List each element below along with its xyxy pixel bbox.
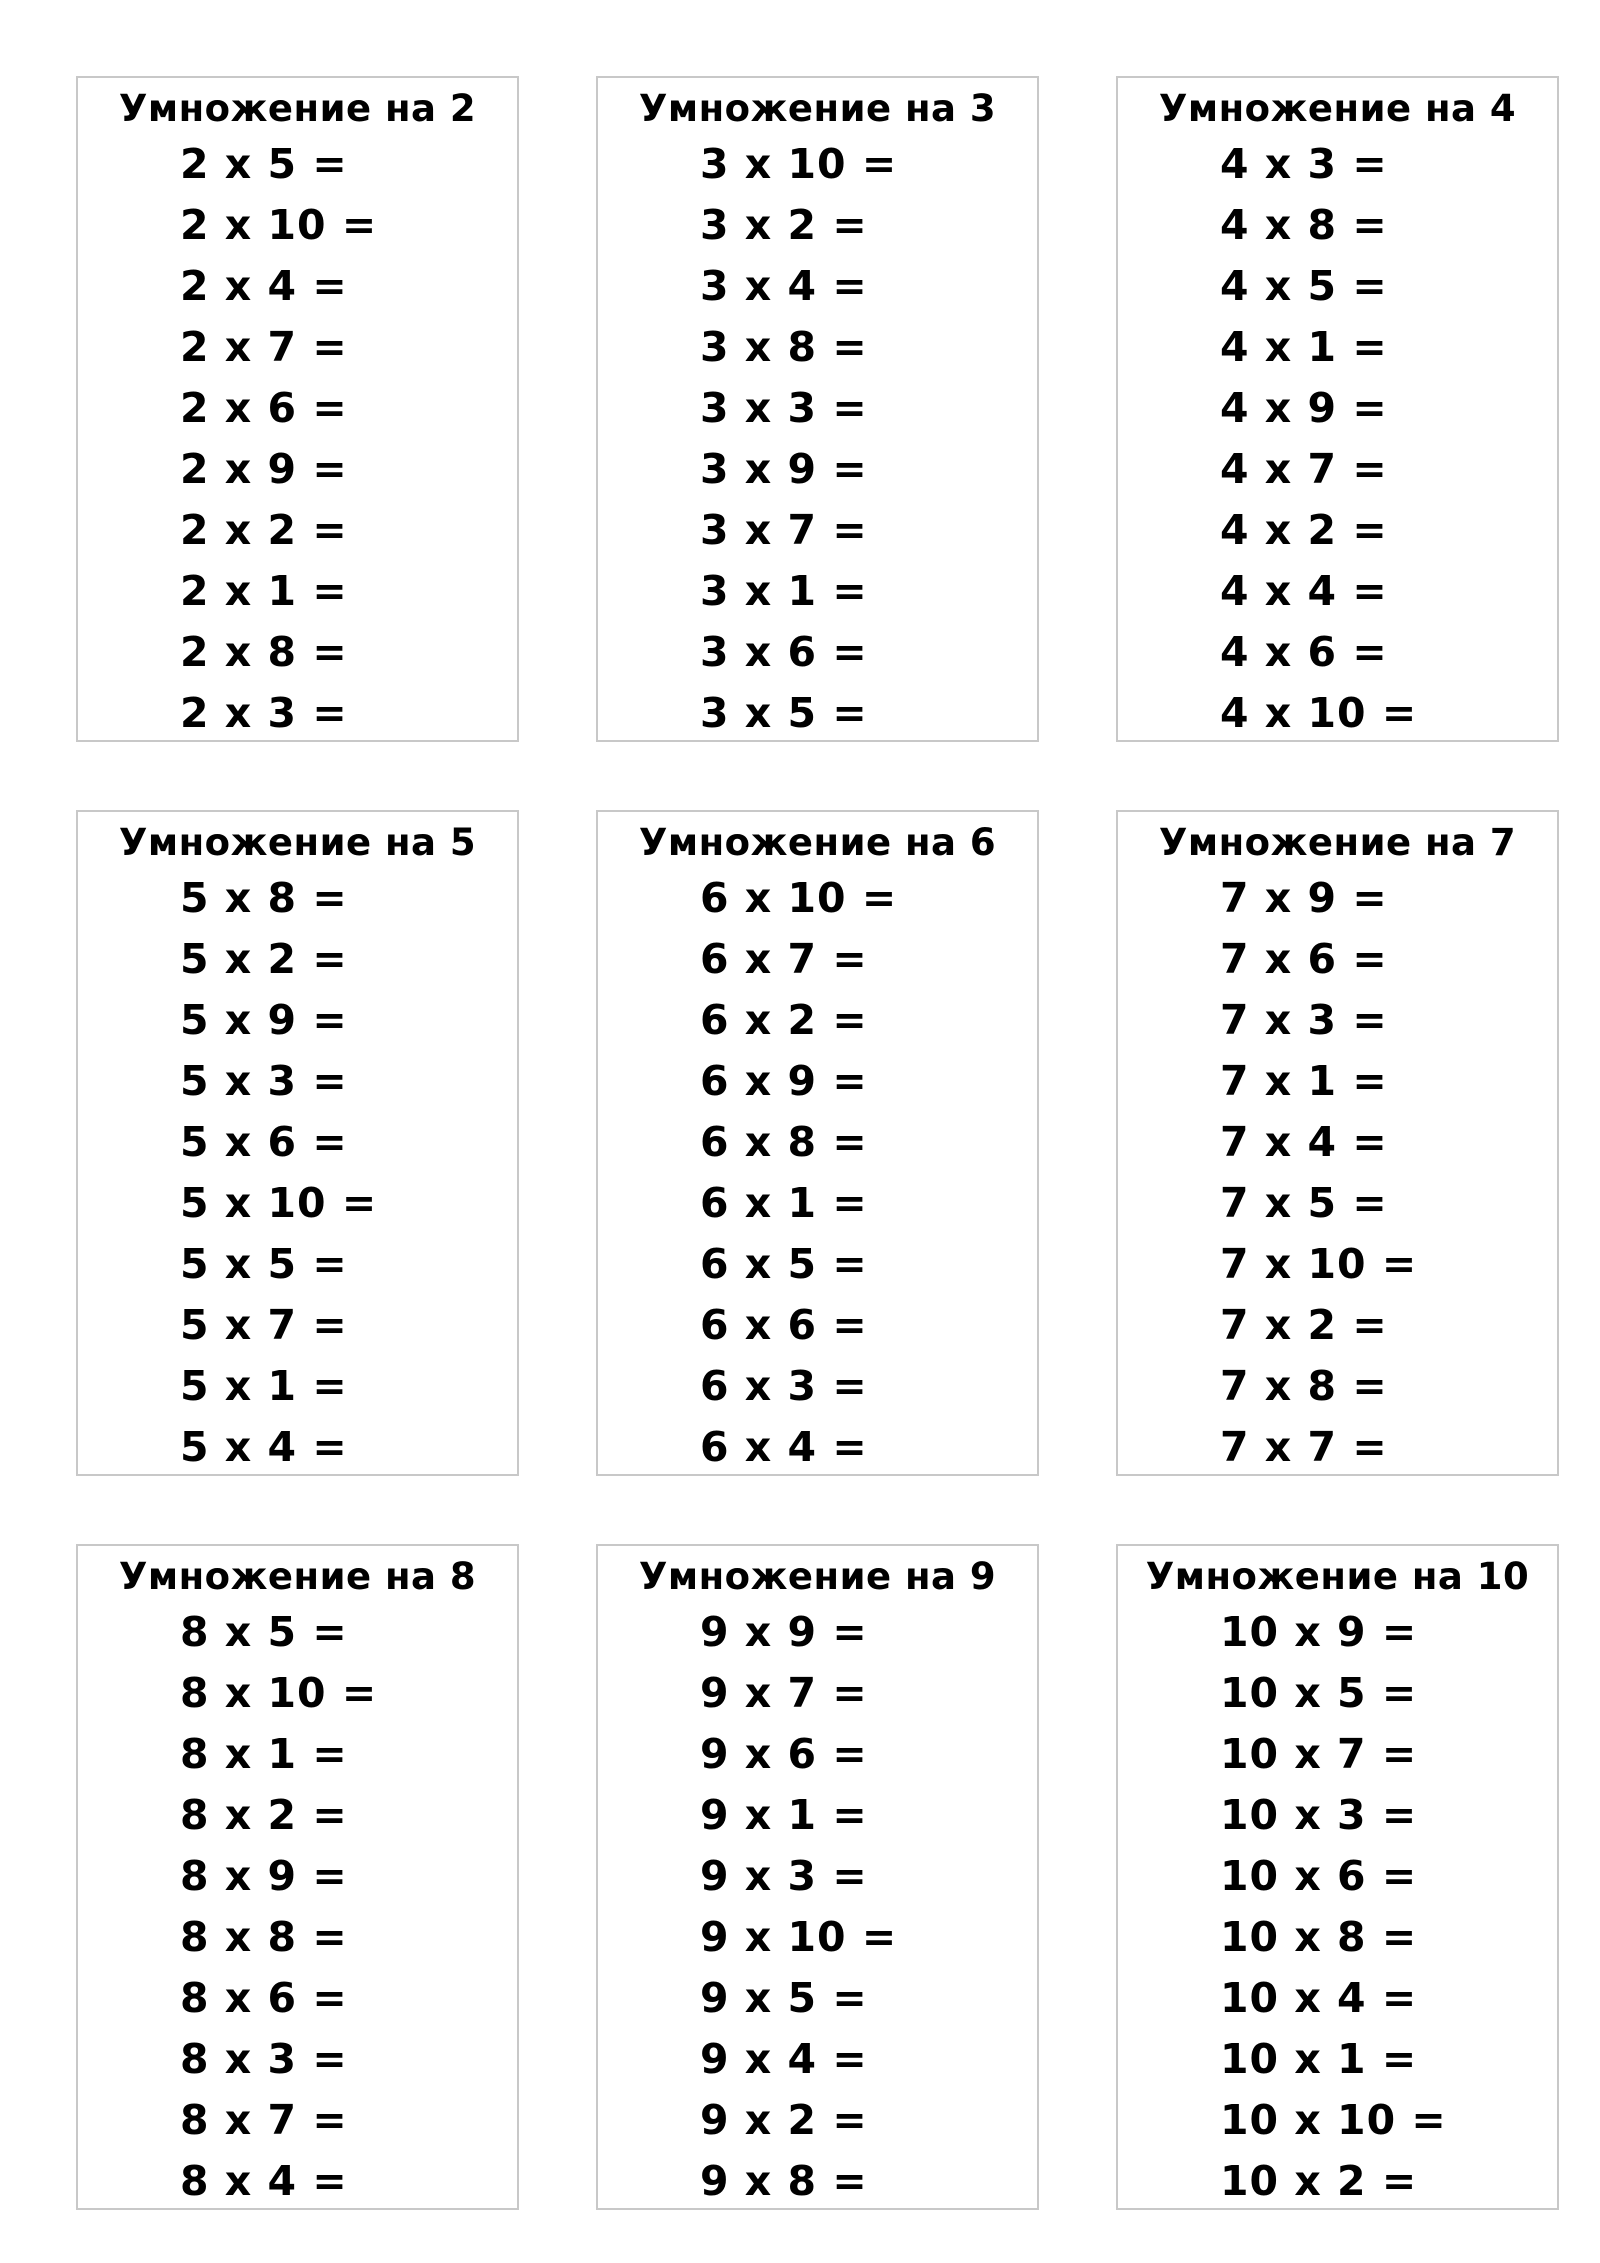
multiplication-problem: 7 x 3 = [1220, 996, 1388, 1044]
multiplication-problem: 6 x 1 = [700, 1179, 868, 1227]
multiplication-problem: 9 x 9 = [700, 1608, 868, 1656]
multiplication-problem: 4 x 4 = [1220, 567, 1388, 615]
multiplication-problem: 2 x 3 = [180, 689, 348, 737]
multiplication-problem: 2 x 8 = [180, 628, 348, 676]
multiplication-problem: 5 x 7 = [180, 1301, 348, 1349]
multiplication-problem: 8 x 7 = [180, 2096, 348, 2144]
multiplication-problem: 10 x 3 = [1220, 1791, 1418, 1839]
multiplication-problem: 4 x 3 = [1220, 140, 1388, 188]
multiplication-problem: 2 x 5 = [180, 140, 348, 188]
multiplication-problem: 8 x 9 = [180, 1852, 348, 1900]
multiplication-problem: 3 x 7 = [700, 506, 868, 554]
multiplication-problem: 6 x 5 = [700, 1240, 868, 1288]
multiplication-problem: 9 x 6 = [700, 1730, 868, 1778]
card-title: Умножение на 2 [118, 87, 477, 130]
multiplication-problem: 3 x 3 = [700, 384, 868, 432]
multiplication-problem: 6 x 7 = [700, 935, 868, 983]
multiplication-problem: 3 x 2 = [700, 201, 868, 249]
multiplication-problem: 9 x 5 = [700, 1974, 868, 2022]
multiplication-problem: 10 x 8 = [1220, 1913, 1418, 1961]
multiplication-problem: 8 x 3 = [180, 2035, 348, 2083]
multiplication-problem: 9 x 8 = [700, 2157, 868, 2205]
multiplication-problem: 3 x 5 = [700, 689, 868, 737]
multiplication-problem: 5 x 9 = [180, 996, 348, 1044]
multiplication-problem: 5 x 5 = [180, 1240, 348, 1288]
multiplication-problem: 6 x 8 = [700, 1118, 868, 1166]
multiplication-problem: 3 x 1 = [700, 567, 868, 615]
card-title: Умножение на 6 [638, 821, 997, 864]
multiplication-problem: 10 x 6 = [1220, 1852, 1418, 1900]
multiplication-problem: 6 x 4 = [700, 1423, 868, 1471]
multiplication-problem: 9 x 1 = [700, 1791, 868, 1839]
multiplication-problem: 9 x 10 = [700, 1913, 898, 1961]
multiplication-problem: 9 x 2 = [700, 2096, 868, 2144]
multiplication-problem: 6 x 3 = [700, 1362, 868, 1410]
multiplication-problem: 5 x 1 = [180, 1362, 348, 1410]
multiplication-problem: 6 x 6 = [700, 1301, 868, 1349]
multiplication-problem: 8 x 1 = [180, 1730, 348, 1778]
multiplication-problem: 2 x 4 = [180, 262, 348, 310]
multiplication-problem: 3 x 4 = [700, 262, 868, 310]
multiplication-card [596, 1544, 1039, 2210]
multiplication-problem: 7 x 5 = [1220, 1179, 1388, 1227]
multiplication-card [76, 810, 519, 1476]
multiplication-problem: 7 x 2 = [1220, 1301, 1388, 1349]
multiplication-problem: 2 x 1 = [180, 567, 348, 615]
multiplication-problem: 3 x 8 = [700, 323, 868, 371]
card-title: Умножение на 5 [118, 821, 477, 864]
card-title: Умножение на 9 [638, 1555, 997, 1598]
multiplication-card [1116, 76, 1559, 742]
multiplication-problem: 2 x 10 = [180, 201, 378, 249]
multiplication-problem: 3 x 9 = [700, 445, 868, 493]
multiplication-problem: 9 x 3 = [700, 1852, 868, 1900]
multiplication-problem: 3 x 6 = [700, 628, 868, 676]
multiplication-problem: 10 x 7 = [1220, 1730, 1418, 1778]
multiplication-problem: 4 x 8 = [1220, 201, 1388, 249]
multiplication-problem: 4 x 2 = [1220, 506, 1388, 554]
multiplication-problem: 5 x 3 = [180, 1057, 348, 1105]
multiplication-problem: 7 x 10 = [1220, 1240, 1418, 1288]
multiplication-problem: 2 x 6 = [180, 384, 348, 432]
multiplication-problem: 7 x 6 = [1220, 935, 1388, 983]
multiplication-problem: 5 x 2 = [180, 935, 348, 983]
multiplication-problem: 9 x 7 = [700, 1669, 868, 1717]
multiplication-problem: 7 x 9 = [1220, 874, 1388, 922]
multiplication-card [1116, 810, 1559, 1476]
multiplication-problem: 10 x 9 = [1220, 1608, 1418, 1656]
multiplication-problem: 7 x 8 = [1220, 1362, 1388, 1410]
card-title: Умножение на 8 [118, 1555, 477, 1598]
multiplication-problem: 4 x 6 = [1220, 628, 1388, 676]
card-title: Умножение на 4 [1158, 87, 1517, 130]
multiplication-problem: 5 x 8 = [180, 874, 348, 922]
multiplication-card [1116, 1544, 1559, 2210]
multiplication-problem: 8 x 2 = [180, 1791, 348, 1839]
multiplication-problem: 4 x 5 = [1220, 262, 1388, 310]
multiplication-problem: 6 x 2 = [700, 996, 868, 1044]
multiplication-problem: 5 x 4 = [180, 1423, 348, 1471]
multiplication-problem: 2 x 7 = [180, 323, 348, 371]
multiplication-problem: 3 x 10 = [700, 140, 898, 188]
multiplication-problem: 4 x 10 = [1220, 689, 1418, 737]
multiplication-problem: 6 x 10 = [700, 874, 898, 922]
multiplication-problem: 10 x 2 = [1220, 2157, 1418, 2205]
multiplication-problem: 8 x 5 = [180, 1608, 348, 1656]
multiplication-problem: 8 x 8 = [180, 1913, 348, 1961]
multiplication-problem: 10 x 5 = [1220, 1669, 1418, 1717]
multiplication-problem: 4 x 7 = [1220, 445, 1388, 493]
multiplication-problem: 10 x 1 = [1220, 2035, 1418, 2083]
multiplication-card [596, 810, 1039, 1476]
multiplication-problem: 4 x 9 = [1220, 384, 1388, 432]
multiplication-problem: 7 x 1 = [1220, 1057, 1388, 1105]
card-title: Умножение на 10 [1145, 1555, 1530, 1598]
multiplication-card [76, 1544, 519, 2210]
multiplication-problem: 6 x 9 = [700, 1057, 868, 1105]
card-title: Умножение на 7 [1158, 821, 1517, 864]
multiplication-problem: 10 x 10 = [1220, 2096, 1447, 2144]
multiplication-problem: 2 x 2 = [180, 506, 348, 554]
multiplication-problem: 5 x 6 = [180, 1118, 348, 1166]
multiplication-card [596, 76, 1039, 742]
multiplication-problem: 9 x 4 = [700, 2035, 868, 2083]
multiplication-problem: 7 x 7 = [1220, 1423, 1388, 1471]
multiplication-problem: 8 x 10 = [180, 1669, 378, 1717]
multiplication-problem: 8 x 6 = [180, 1974, 348, 2022]
multiplication-problem: 4 x 1 = [1220, 323, 1388, 371]
card-title: Умножение на 3 [638, 87, 997, 130]
multiplication-problem: 10 x 4 = [1220, 1974, 1418, 2022]
multiplication-problem: 2 x 9 = [180, 445, 348, 493]
multiplication-problem: 5 x 10 = [180, 1179, 378, 1227]
multiplication-problem: 8 x 4 = [180, 2157, 348, 2205]
multiplication-card [76, 76, 519, 742]
multiplication-problem: 7 x 4 = [1220, 1118, 1388, 1166]
